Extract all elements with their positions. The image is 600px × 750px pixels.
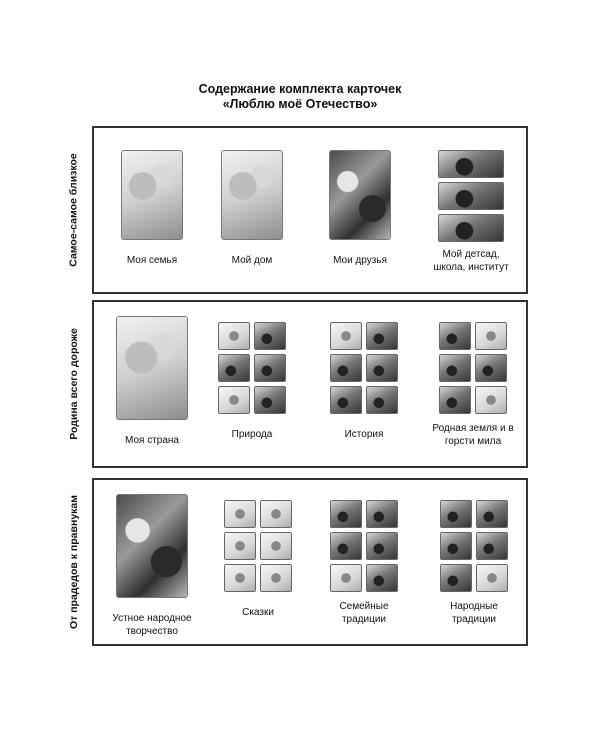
card-caption: Моя страна: [125, 435, 179, 446]
family-tradition-photos: [330, 500, 398, 592]
photo-tile: [438, 150, 504, 178]
photo-tile: [366, 386, 398, 414]
photo-tile: [218, 354, 250, 382]
section-3: [92, 478, 528, 646]
card-caption: Мои друзья: [333, 255, 387, 266]
page-title: [0, 82, 600, 112]
card-caption: История: [344, 429, 384, 440]
photo-tile: [439, 322, 471, 350]
card-history: [326, 322, 402, 441]
photo-tile: [330, 500, 362, 528]
photo-tile: [330, 532, 362, 560]
photo-tile: [475, 386, 507, 414]
drawing-tile: [260, 564, 292, 592]
card-caption: Народные традиции: [450, 601, 498, 625]
folk-art-painting: [116, 494, 188, 598]
title-line-2: «Люблю моё Отечество»: [222, 97, 378, 111]
drawing-tile: [224, 500, 256, 528]
card-caption: Сказки: [242, 607, 274, 618]
card-caption: Моя семья: [126, 255, 178, 266]
photo-tile: [366, 532, 398, 560]
friends-photo: [329, 150, 391, 240]
drawing-tile: [260, 532, 292, 560]
education-photos: [438, 150, 504, 242]
nature-photos: [218, 322, 286, 414]
card-caption: Семейные традиции: [339, 601, 389, 625]
card-family-traditions: [326, 500, 402, 626]
photo-tile: [475, 354, 507, 382]
photo-tile: [330, 354, 362, 382]
country-map: [116, 316, 188, 420]
card-caption: Устное народное творчество: [112, 613, 192, 637]
photo-tile: [366, 322, 398, 350]
folk-tradition-photos: [440, 500, 508, 592]
card-caption: Природа: [231, 429, 273, 440]
card-fairy-tales: [220, 500, 296, 619]
photo-tile: [440, 532, 472, 560]
card-house: [212, 150, 292, 267]
family-illustration: [121, 150, 183, 240]
photo-tile: [440, 500, 472, 528]
photo-tile: [438, 214, 504, 242]
photo-tile: [438, 182, 504, 210]
photo-tile: [330, 386, 362, 414]
card-folk-art: [110, 494, 194, 638]
card-homeland: [428, 322, 518, 448]
photo-tile: [440, 564, 472, 592]
card-folk-traditions: [432, 500, 516, 626]
card-education: [426, 150, 516, 274]
photo-tile: [254, 322, 286, 350]
history-photos: [330, 322, 398, 414]
photo-tile: [330, 564, 362, 592]
section-3-label: От прадедов к правнукам: [68, 494, 81, 630]
section-2-label: Родина всего дороже: [68, 328, 80, 440]
photo-tile: [218, 386, 250, 414]
section-1: [92, 126, 528, 294]
card-family: [112, 150, 192, 267]
photo-tile: [476, 532, 508, 560]
card-caption: Мой детсад, школа, институт: [433, 249, 509, 273]
photo-tile: [476, 500, 508, 528]
photo-tile: [439, 354, 471, 382]
drawing-tile: [260, 500, 292, 528]
photo-tile: [254, 354, 286, 382]
photo-tile: [366, 564, 398, 592]
photo-tile: [330, 322, 362, 350]
drawing-tile: [224, 564, 256, 592]
photo-tile: [476, 564, 508, 592]
photo-tile: [366, 354, 398, 382]
drawing-tile: [224, 532, 256, 560]
card-friends: [320, 150, 400, 267]
card-country: [112, 316, 192, 447]
photo-tile: [254, 386, 286, 414]
photo-tile: [218, 322, 250, 350]
card-caption: Родная земля и в горсти мила: [432, 423, 514, 447]
fairy-tale-drawings: [224, 500, 292, 592]
photo-tile: [475, 322, 507, 350]
photo-tile: [439, 386, 471, 414]
section-2: [92, 300, 528, 468]
homeland-photos: [439, 322, 507, 414]
photo-tile: [366, 500, 398, 528]
title-line-1: Содержание комплекта карточек: [198, 82, 402, 96]
section-1-label: Самое-самое близкое: [68, 153, 81, 267]
house-illustration: [221, 150, 283, 240]
card-caption: Мой дом: [231, 255, 273, 266]
card-nature: [214, 322, 290, 441]
